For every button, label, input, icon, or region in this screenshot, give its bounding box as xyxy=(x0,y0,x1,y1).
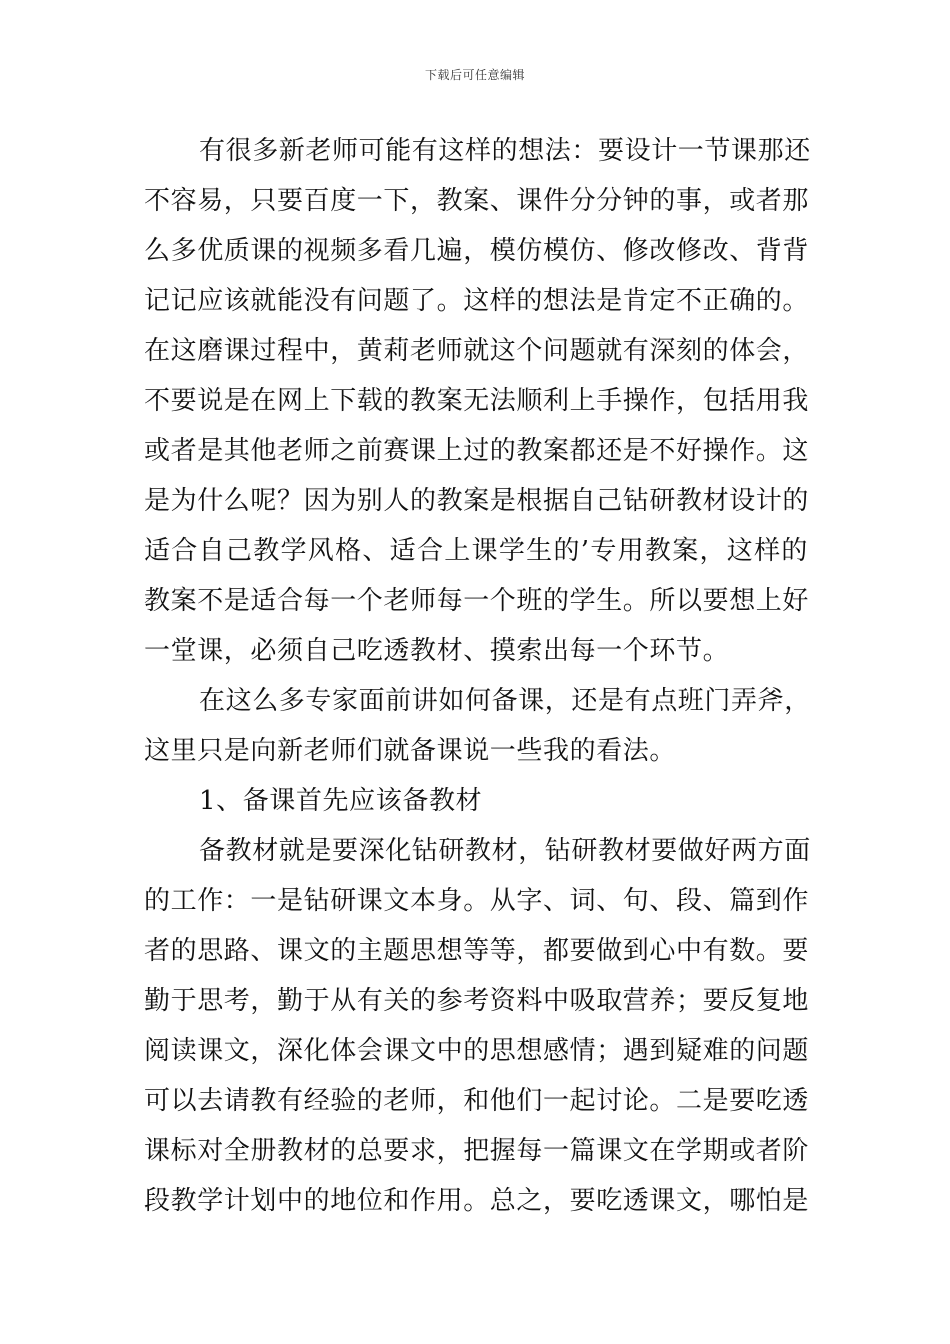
document-body xyxy=(144,126,811,1226)
text-line: 课标对全册教材的总要求，把握每一篇课文在学期或者阶 xyxy=(144,1136,810,1166)
text-line: 在这磨课过程中，黄莉老师就这个问题就有深刻的体会， xyxy=(144,336,810,366)
text-line: 者的思路、课文的主题思想等等，都要做到心中有数。要 xyxy=(144,936,810,966)
text-line: 一堂课，必须自己吃透教材、摸索出每一个环节。 xyxy=(144,636,730,666)
text-line: 阅读课文，深化体会课文中的思想感情；遇到疑难的问题 xyxy=(144,1036,810,1066)
text-line: 在这么多专家面前讲如何备课，还是有点班门弄斧， xyxy=(199,686,811,716)
text-line: 记记应该就能没有问题了。这样的想法是肯定不正确的。 xyxy=(144,286,810,316)
text-line: 的工作：一是钻研课文本身。从字、词、句、段、篇到作 xyxy=(144,886,810,916)
section-heading: 1、备课首先应该备教材 xyxy=(199,786,483,816)
text-line: 段教学计划中的地位和作用。总之，要吃透课文，哪怕是 xyxy=(144,1186,810,1216)
text-line: 这里只是向新老师们就备课说一些我的看法。 xyxy=(144,736,677,766)
text-line: 教案不是适合每一个老师每一个班的学生。所以要想上好 xyxy=(144,586,810,616)
text-line: 有很多新老师可能有这样的想法：要设计一节课那还 xyxy=(199,136,811,166)
text-line: 么多优质课的视频多看几遍，模仿模仿、修改修改、背背 xyxy=(144,236,810,266)
text-line: 不容易，只要百度一下，教案、课件分分钟的事，或者那 xyxy=(144,186,810,216)
text-line: 或者是其他老师之前赛课上过的教案都还是不好操作。这 xyxy=(144,436,810,466)
text-line: 不要说是在网上下载的教案无法顺利上手操作，包括用我 xyxy=(144,386,810,416)
text-line: 是为什么呢？因为别人的教案是根据自己钻研教材设计的 xyxy=(144,486,810,516)
text-line: 可以去请教有经验的老师，和他们一起讨论。二是要吃透 xyxy=(144,1086,810,1116)
page-header: 下载后可任意编辑 xyxy=(424,68,525,82)
text-line: 备教材就是要深化钻研教材，钻研教材要做好两方面 xyxy=(199,836,811,866)
text-line: 勤于思考，勤于从有关的参考资料中吸取营养；要反复地 xyxy=(144,986,810,1016)
text-line: 适合自己教学风格、适合上课学生的’专用教案，这样的 xyxy=(144,536,808,566)
